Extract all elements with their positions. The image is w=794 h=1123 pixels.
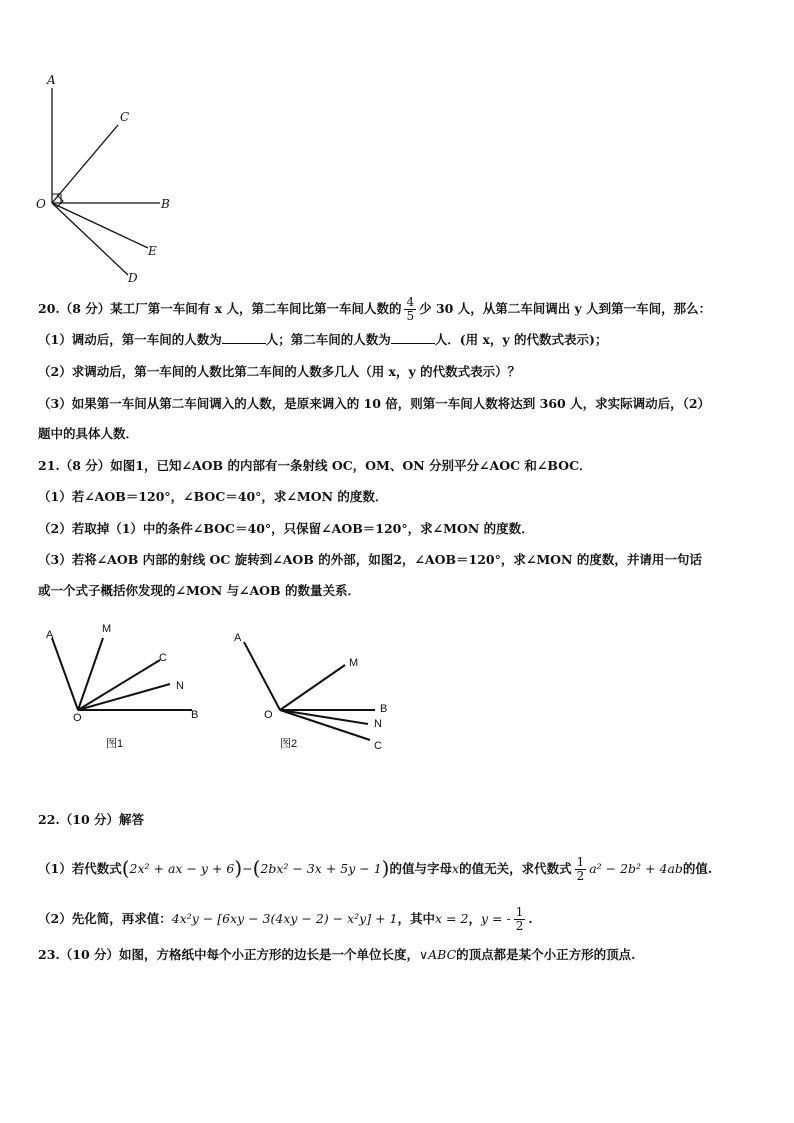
label-o: O [36, 197, 46, 211]
q22-part1-end: 的值. [682, 861, 713, 876]
fig2-label-m: M [349, 657, 359, 669]
label-e: E [148, 244, 157, 258]
q20-line1 [38, 296, 711, 323]
q22-separator: ， [468, 911, 481, 926]
q20-part1-c: 人．(用 x，y 的代数式表示)； [434, 332, 608, 347]
q23-line1 [38, 946, 636, 964]
q22-y-fraction [514, 906, 526, 933]
q21-line1: 21.（8 分）如图1，已知∠AOB 的内部有一条射线 OC，OM、ON 分别平分∠AOC 和∠BOC． [38, 458, 592, 473]
fig1-label-b: B [191, 709, 199, 721]
figure-1 [40, 620, 210, 730]
q22-y-value: y = - [480, 911, 511, 926]
q22-line1: 22.（10 分）解答 [38, 812, 144, 827]
answer-blank-2 [391, 331, 435, 344]
ray-od [52, 203, 128, 275]
fig2-label-a: A [234, 632, 242, 644]
fig2-label-n: N [374, 718, 382, 730]
fig1-label-c: C [159, 652, 167, 664]
q20-intro: 20.（8 分）某工厂第一车间有 x 人，第二车间比第一车间人数的 [38, 301, 402, 316]
q22-expr1: 2x² + ax − y + 6 [129, 861, 235, 876]
fig2-label-c: C [374, 740, 382, 752]
frac-denominator: 2 [576, 869, 585, 883]
q23-intro-b: 的顶点都是某个小正方形的顶点. [456, 947, 636, 962]
q22-minus: − [242, 861, 253, 876]
paren-open: ( [121, 856, 130, 880]
triangle-abc: ∨ABC [419, 947, 457, 962]
q22-part2-pre: （2）先化简，再求值： [38, 911, 172, 926]
label-a: A [47, 73, 56, 87]
figure-2 [230, 620, 390, 750]
q21-part3-a: （3）若将∠AOB 内部的射线 OC 旋转到∠AOB 的外部，如图2，∠AOB＝120°，求∠MON 的度数，并请用一句话 [38, 552, 702, 567]
q20-part1-b: 人；第二车间的人数为 [265, 332, 391, 347]
q20-part1 [38, 331, 607, 349]
q22-var-x: x [452, 861, 460, 876]
q22-fraction [575, 856, 587, 883]
label-c: C [120, 110, 130, 124]
q22-part2-mid: ，其中 [397, 911, 436, 926]
q22-part2 [38, 906, 533, 933]
q21-part3-b: 或一个式子概括你发现的∠MON 与∠AOB 的数量关系． [38, 583, 360, 598]
q22-part1 [38, 856, 712, 883]
q22-part1-mid2: 的值无关，求代数式 [459, 861, 572, 876]
q20-fraction [404, 296, 416, 323]
q22-part1-pre: （1）若代数式 [38, 861, 122, 876]
label-d: D [128, 271, 138, 285]
q20-intro-b: 少 30 人，从第二车间调出 y 人到第一车间，那么： [419, 301, 712, 316]
fig1-label-m: M [102, 623, 112, 635]
q20-part3-a: （3）如果第一车间从第二车间调入的人数，是原来调入的 10 倍，则第一车间人数将达到 360 人，求实际调动后，（2） [38, 396, 711, 411]
q20-part2: （2）求调动后，第一车间的人数比第二车间的人数多几人（用 x，y 的代数式表示）？ [38, 364, 521, 379]
fig1-label-o: O [73, 712, 82, 724]
frac-denominator: 2 [515, 919, 524, 933]
paren-close-2: ) [381, 856, 390, 880]
fig1-caption: 图1 [106, 738, 124, 750]
q22-part2-end: . [528, 911, 533, 926]
answer-blank-1 [222, 331, 266, 344]
frac-numerator: 4 [406, 295, 415, 309]
paren-close: ) [234, 856, 243, 880]
q23-intro: 23.（10 分）如图，方格纸中每个小正方形的边长是一个单位长度， [38, 947, 419, 962]
q22-part1-mid: 的值与字母 [389, 861, 452, 876]
fig2-label-b: B [380, 703, 388, 715]
fig2-label-o: O [264, 709, 273, 721]
angle-figure-top [30, 70, 190, 285]
paren-open-2: ( [252, 856, 261, 880]
q20-part1-a: （1）调动后，第一车间的人数为 [38, 332, 222, 347]
label-b: B [161, 197, 170, 211]
ray-oc [52, 125, 118, 203]
ray-oe [52, 203, 148, 248]
q22-x-value: x = 2 [435, 911, 469, 926]
frac-numerator: 1 [576, 855, 585, 869]
q22-part2-expr: 4x²y − [6xy − 3(4xy − 2) − x²y] + 1 [171, 911, 398, 926]
frac-numerator: 1 [515, 905, 524, 919]
q20-part3-b: 题中的具体人数． [38, 426, 139, 441]
fig1-label-a: A [46, 629, 54, 641]
frac-denominator: 5 [406, 309, 415, 323]
fig2-caption: 图2 [280, 738, 298, 750]
fig1-label-n: N [176, 680, 184, 692]
q21-part2: （2）若取掉（1）中的条件∠BOC＝40°，只保留∠AOB＝120°，求∠MON 的度数． [38, 521, 534, 536]
q21-part1: （1）若∠AOB＝120°，∠BOC＝40°，求∠MON 的度数． [38, 489, 388, 504]
q22-tail-expr: a² − 2b² + 4ab [589, 861, 683, 876]
q22-expr2: 2bx² − 3x + 5y − 1 [260, 861, 382, 876]
